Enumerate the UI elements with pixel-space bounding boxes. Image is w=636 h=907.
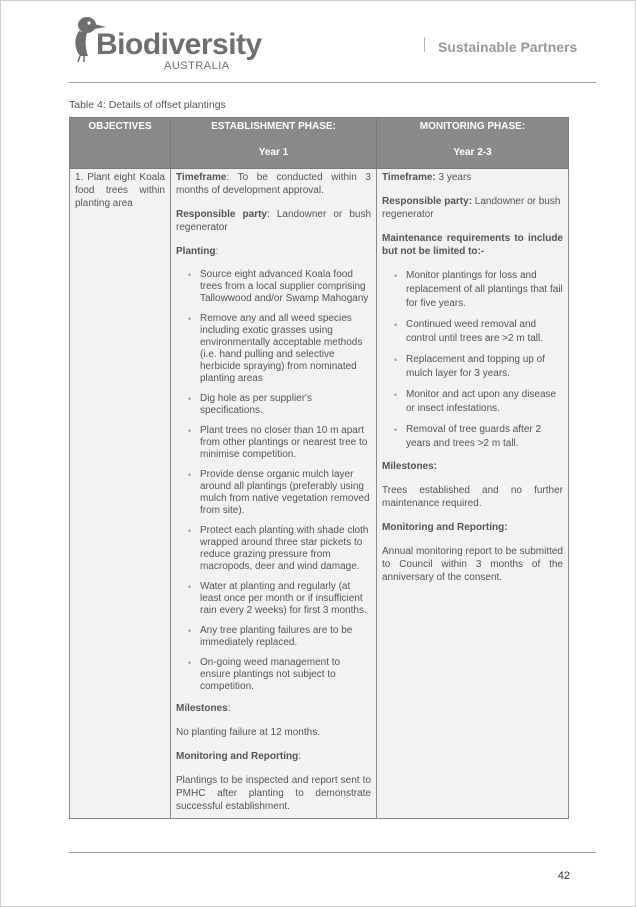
- establishment-reporting-text: Plantings to be inspected and report sent to PMHC after planting to demonstrate successful establishment.: [176, 775, 371, 812]
- monitoring-reporting-heading: Monitoring and Reporting:: [382, 522, 508, 533]
- list-item: [188, 581, 371, 617]
- list-item-text: Monitor and act upon any disease or insect infestations.: [406, 389, 557, 414]
- table-caption: Table 4: Details of offset plantings: [69, 99, 226, 111]
- monitoring-milestones-text: Trees established and no further maintenance required.: [382, 485, 563, 509]
- list-item-text: Replacement and topping up of mulch layer for 3 years.: [406, 354, 545, 379]
- footer-rule: [69, 852, 596, 853]
- monitoring-responsible-party: Responsible party: Landowner or bush regenerator: [382, 196, 561, 220]
- header-rule: [69, 82, 596, 83]
- biodiversity-logo: [68, 12, 262, 72]
- list-item: [188, 425, 371, 461]
- establishment-timeframe: Timeframe: To be conducted within 3 months of development approval.: [176, 172, 371, 196]
- list-item-text: Continued weed removal and control until trees are >2 m tall.: [406, 319, 544, 344]
- objective-text: 1. Plant eight Koala food trees within planting area: [75, 172, 165, 209]
- bullet-icon: •: [394, 390, 398, 400]
- list-item: [394, 269, 563, 311]
- planting-heading: Planting:: [176, 246, 219, 257]
- bullet-icon: •: [188, 270, 192, 280]
- header-separator: [424, 37, 425, 52]
- bullet-icon: •: [188, 426, 192, 436]
- header-partner-label: Sustainable Partners: [438, 39, 578, 55]
- logo-wordmark: Biodiversity: [96, 28, 262, 61]
- header-establishment-phase: ESTABLISHMENT PHASE: Year 1: [171, 118, 377, 169]
- monitoring-reporting-text: Annual monitoring report to be submitted to Council within 3 months of the anniversary of the consent.: [382, 546, 563, 583]
- bullet-icon: •: [188, 314, 192, 324]
- planting-list: [176, 269, 371, 693]
- table-header-row: [70, 118, 569, 169]
- list-item: [188, 625, 371, 649]
- list-item-text: Source eight advanced Koala food trees from a local supplier comprising Tallowwood and/or Swamp Mahogany: [200, 269, 369, 304]
- maintenance-heading: Maintenance requirements to include but not be limited to:-: [382, 233, 563, 257]
- bullet-icon: •: [188, 470, 192, 480]
- list-item-text: On-going weed management to ensure plantings not subject to competition.: [200, 657, 341, 692]
- bullet-icon: •: [188, 658, 192, 668]
- list-item-text: Dig hole as per supplier's specifications.: [200, 393, 312, 416]
- maintenance-list: [382, 269, 563, 451]
- objective-cell: [70, 169, 171, 819]
- list-item: [188, 269, 371, 305]
- bullet-icon: •: [394, 271, 398, 281]
- list-item: [394, 423, 563, 451]
- establishment-reporting-heading: Monitoring and Reporting:: [176, 751, 301, 762]
- list-item-text: Monitor plantings for loss and replacement of all plantings that fail for five years.: [406, 270, 563, 309]
- list-item: [188, 393, 371, 417]
- list-item: [188, 313, 371, 385]
- logo-subtitle: AUSTRALIA: [164, 60, 230, 72]
- bullet-icon: •: [394, 355, 398, 365]
- header-establishment-year: Year 1: [258, 147, 289, 158]
- list-item-text: Plant trees no closer than 10 m apart from other plantings or nearest tree to minimise competition.: [200, 425, 368, 460]
- monitoring-milestones-heading: Milestones:: [382, 461, 438, 472]
- list-item-text: Any tree planting failures are to be immediately replaced.: [200, 625, 353, 648]
- list-item: [188, 525, 371, 573]
- establishment-milestones-heading: Milestones:: [176, 703, 231, 714]
- offset-plantings-table: [69, 117, 569, 819]
- bullet-icon: •: [394, 320, 398, 330]
- list-item: [188, 657, 371, 693]
- bullet-icon: •: [188, 394, 192, 404]
- list-item-text: Water at planting and regularly (at least once per month or if insufficient rain every 2 weeks) for first 3 months.: [200, 581, 367, 616]
- establishment-milestones-text: No planting failure at 12 months.: [176, 727, 320, 738]
- page-number: 42: [557, 870, 570, 882]
- bullet-icon: •: [188, 526, 192, 536]
- header-monitoring-years: Year 2-3: [453, 147, 492, 158]
- bullet-icon: •: [188, 582, 192, 592]
- table-row: [70, 169, 569, 819]
- list-item: [394, 388, 563, 416]
- list-item-text: Removal of tree guards after 2 years and trees >2 m tall.: [406, 424, 542, 449]
- monitoring-timeframe: Timeframe: 3 years: [382, 172, 472, 183]
- list-item: [188, 469, 371, 517]
- monitoring-cell: [377, 169, 569, 819]
- list-item: [394, 353, 563, 381]
- header-objectives: OBJECTIVES: [70, 118, 171, 169]
- bullet-icon: •: [188, 626, 192, 636]
- establishment-responsible-party: Responsible party: Landowner or bush regenerator: [176, 209, 371, 233]
- list-item-text: Provide dense organic mulch layer around all plantings (preferably using mulch from native vegetation removed from site).: [200, 469, 370, 516]
- list-item-text: Protect each planting with shade cloth wrapped around three star pickets to reduce grazing pressure from macropods, deer and wind damage.: [200, 525, 369, 572]
- header-monitoring-phase: MONITORING PHASE: Year 2-3: [377, 118, 569, 169]
- bullet-icon: •: [394, 425, 398, 435]
- list-item: [394, 318, 563, 346]
- establishment-cell: [171, 169, 377, 819]
- list-item-text: Remove any and all weed species including exotic grasses using environmentally acceptable methods (i.e. hand pulling and selective herbicide spraying) from nominated planting areas: [200, 313, 363, 384]
